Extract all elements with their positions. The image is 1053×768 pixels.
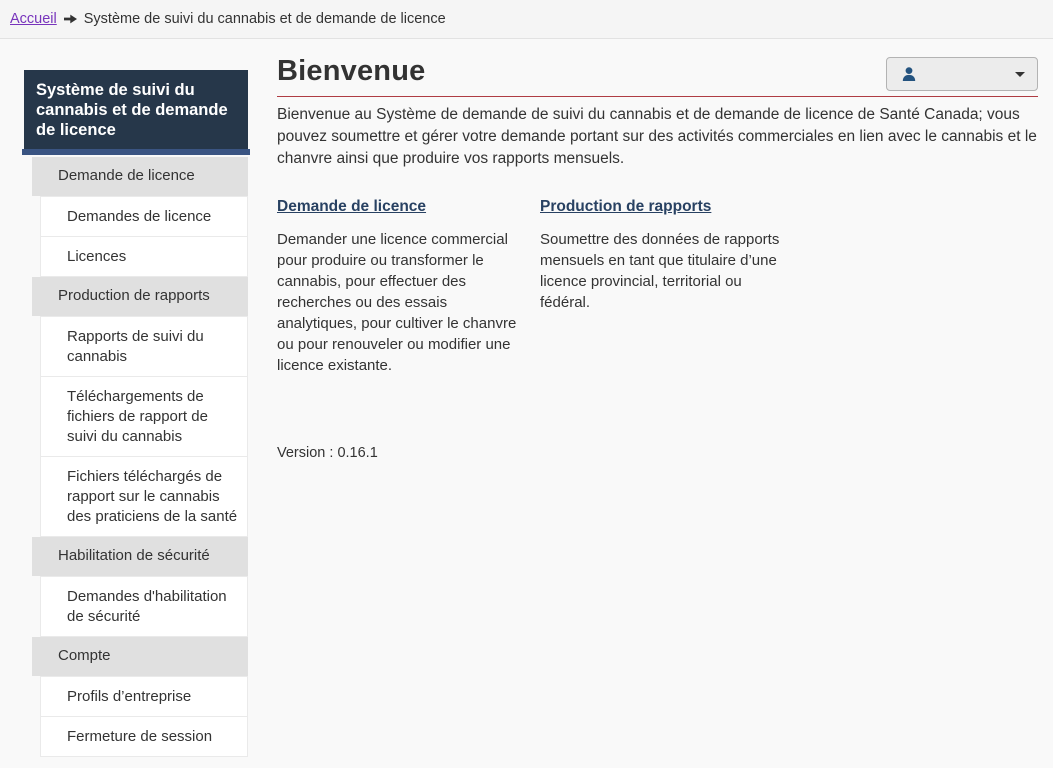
card-production-de-rapports: [540, 196, 788, 376]
welcome-paragraph: Bienvenue au Système de demande de suivi du cannabis et de demande de licence de Santé Canada; vous pouvez soumettre et gérer votre demande portant sur des activités commerciales en lien avec le cannabis et le chanvre ainsi que produire vos rapports mensuels.: [277, 106, 1037, 167]
sidebar-item-demandes-habilitation-securite[interactable]: Demandes d'habilitation de sécurité: [40, 576, 248, 637]
caret-down-icon: [1015, 72, 1025, 77]
sidebar-item-profils-entreprise[interactable]: Profils d’entreprise: [40, 676, 248, 717]
demande-de-licence-description: Demander une licence commercial pour produire ou transformer le cannabis, pour effectuer des recherches ou des essais analytiques, pour cultiver le chanvre ou pour renouveler ou modifier une licence existante.: [277, 231, 517, 374]
breadcrumb-arrow-icon: [64, 14, 77, 24]
sidebar-item-fermeture-de-session[interactable]: Fermeture de session: [40, 717, 248, 757]
card-demande-de-licence: [277, 196, 517, 376]
sidebar-item-rapports-de-suivi-du-cannabis[interactable]: Rapports de suivi du cannabis: [40, 316, 248, 377]
sidebar-item-demandes-de-licence[interactable]: Demandes de licence: [40, 196, 248, 237]
breadcrumb-home-link[interactable]: Accueil: [10, 11, 57, 27]
demande-de-licence-link[interactable]: Demande de licence: [277, 198, 427, 215]
sidebar-section-demande-de-licence[interactable]: Demande de licence: [32, 157, 248, 196]
sidebar-title: Système de suivi du cannabis et de demande de licence: [24, 70, 248, 149]
sidebar-item-licences[interactable]: Licences: [40, 237, 248, 277]
production-de-rapports-link[interactable]: Production de rapports: [540, 198, 712, 215]
quick-links: [277, 196, 1038, 376]
production-de-rapports-description: Soumettre des données de rapports mensuels en tant que titulaire d’une licence provincial, territorial ou fédéral.: [540, 231, 780, 311]
breadcrumb: [0, 0, 1053, 39]
sidebar: [24, 70, 248, 757]
breadcrumb-current: Système de suivi du cannabis et de demande de licence: [83, 11, 446, 27]
user-icon: [901, 66, 917, 83]
sidebar-menu: [24, 157, 248, 757]
page-header: [277, 48, 1038, 97]
version-label: Version : 0.16.1: [277, 445, 378, 461]
sidebar-section-compte[interactable]: Compte: [32, 637, 248, 676]
sidebar-accent-bar: [22, 149, 250, 155]
sidebar-item-telechargements-fichiers-rapport[interactable]: Téléchargements de fichiers de rapport de suivi du cannabis: [40, 377, 248, 457]
user-menu-button[interactable]: [886, 57, 1038, 91]
sidebar-section-production-de-rapports[interactable]: Production de rapports: [32, 277, 248, 316]
main-content: [277, 48, 1038, 764]
page-title: Bienvenue: [277, 55, 426, 87]
sidebar-item-fichiers-telecharges-praticiens[interactable]: Fichiers téléchargés de rapport sur le cannabis des praticiens de la santé: [40, 457, 248, 537]
sidebar-section-habilitation-de-securite[interactable]: Habilitation de sécurité: [32, 537, 248, 576]
